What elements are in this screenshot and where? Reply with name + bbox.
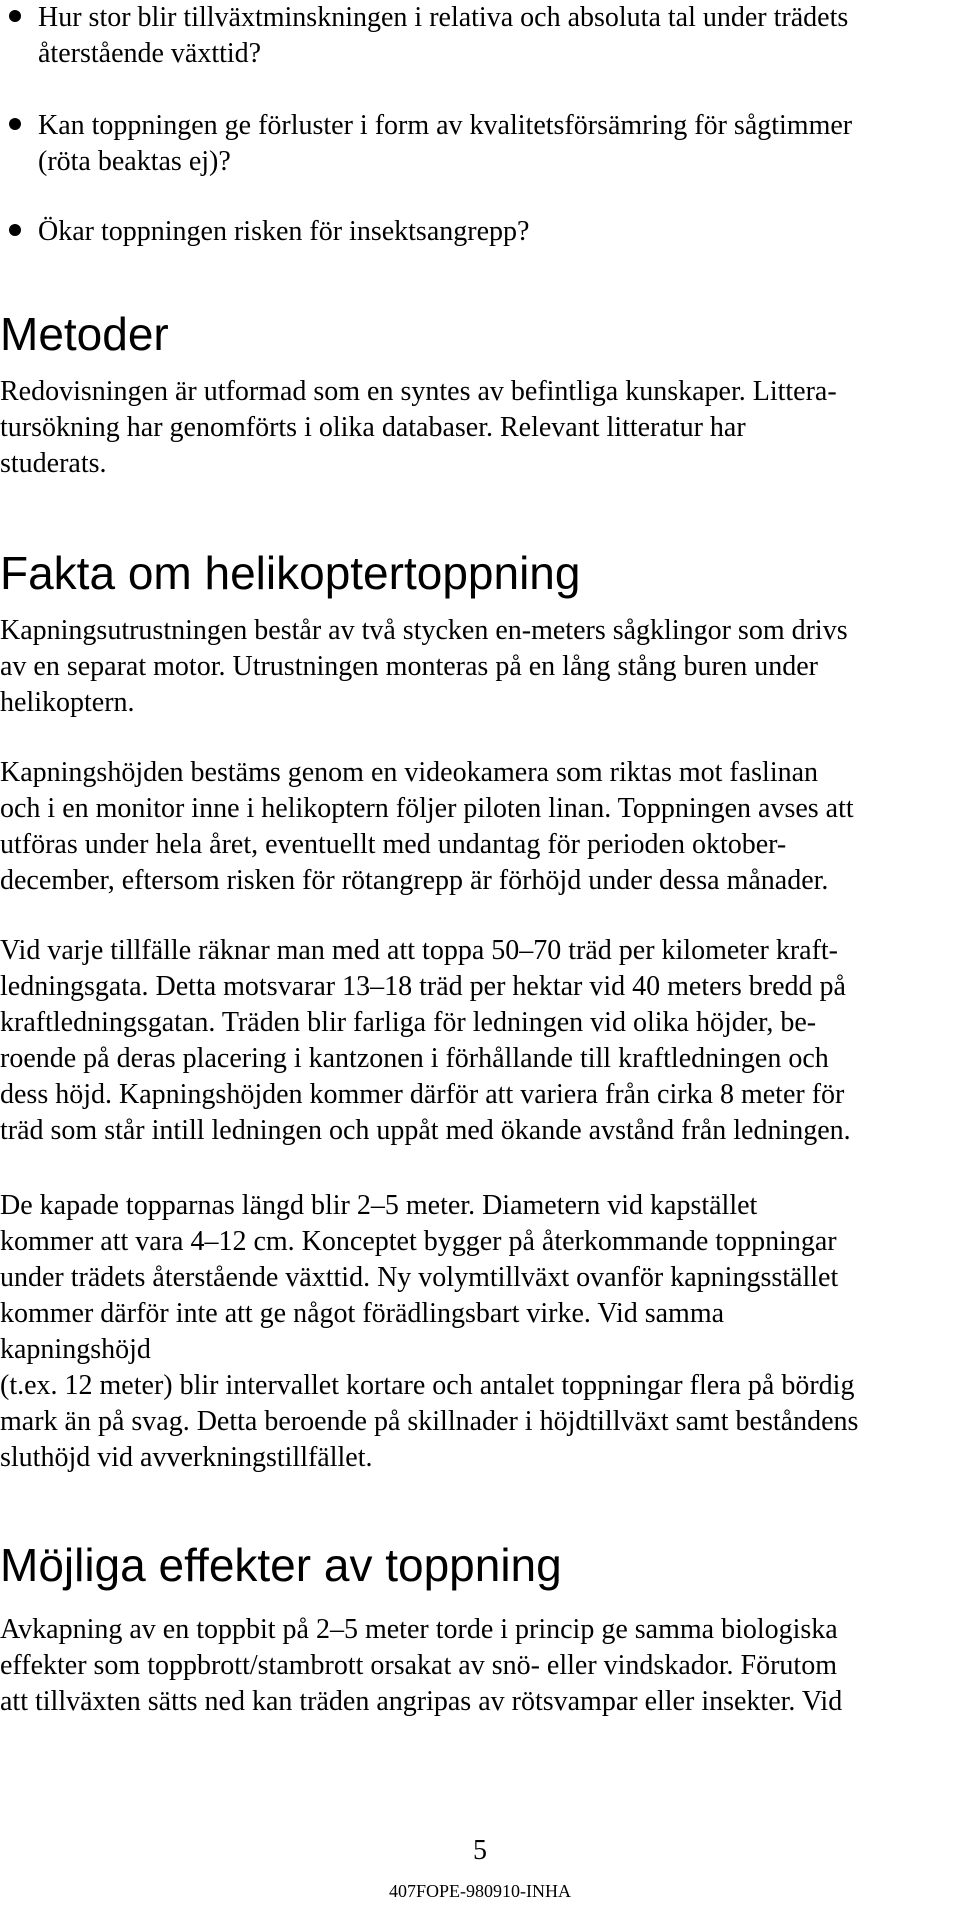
section-heading-mojliga: Möjliga effekter av toppning xyxy=(0,1539,562,1591)
text-line: studerats. xyxy=(0,448,107,479)
paragraph xyxy=(0,755,950,899)
text-line: Kan toppningen ge förluster i form av kvalitetsförsämring för sågtimmer xyxy=(38,110,853,141)
bullet-icon xyxy=(9,224,21,236)
text-line: utföras under hela året, eventuellt med undantag för perioden oktober- xyxy=(0,829,787,860)
text-line: kommer därför inte att ge något förädlingsbart virke. Vid samma xyxy=(0,1298,725,1329)
bullet-icon xyxy=(9,10,21,22)
text-line: kapningshöjd xyxy=(0,1334,151,1365)
text-line: (t.ex. 12 meter) blir intervallet kortare och antalet toppningar flera på bördig xyxy=(0,1370,855,1401)
paragraph xyxy=(0,933,950,1149)
text-line: att tillväxten sätts ned kan träden angripas av rötsvampar eller insekter. Vid xyxy=(0,1686,843,1717)
text-line: av en separat motor. Utrustningen monteras på en lång stång buren under xyxy=(0,651,818,682)
paragraph xyxy=(0,1612,950,1720)
paragraph xyxy=(0,374,950,482)
text-line: och i en monitor inne i helikoptern följer piloten linan. Toppningen avses att xyxy=(0,793,854,824)
document-code: 407FOPE-980910-INHA xyxy=(389,1881,571,1901)
text-line: Vid varje tillfälle räknar man med att toppa 50–70 träd per kilometer kraft- xyxy=(0,935,839,966)
text-line: Kapningshöjden bestäms genom en videokamera som riktas mot faslinan xyxy=(0,757,819,788)
text-line: dess höjd. Kapningshöjden kommer därför att variera från cirka 8 meter för xyxy=(0,1079,845,1110)
section-heading-metoder: Metoder xyxy=(0,308,169,360)
text-line: Kapningsutrustningen består av två stycken en-meters sågklingor som drivs xyxy=(0,615,848,646)
text-line: roende på deras placering i kantzonen i förhållande till kraftledningen och xyxy=(0,1043,829,1074)
list-item-text xyxy=(38,108,958,180)
paragraph xyxy=(0,1188,950,1476)
text-line: (röta beaktas ej)? xyxy=(38,146,231,177)
paragraph xyxy=(0,613,950,721)
text-line: helikoptern. xyxy=(0,687,135,718)
text-line: Avkapning av en toppbit på 2–5 meter torde i princip ge samma biologiska xyxy=(0,1614,838,1645)
text-line: träd som står intill ledningen och uppåt med ökande avstånd från ledningen. xyxy=(0,1115,851,1146)
text-line: Hur stor blir tillväxtminskningen i relativa och absoluta tal under trädets xyxy=(38,2,849,33)
text-line: Ökar toppningen risken för insektsangrepp? xyxy=(38,216,530,247)
text-line: mark än på svag. Detta beroende på skillnader i höjdtillväxt samt beståndens xyxy=(0,1406,859,1437)
list-item-text xyxy=(38,214,958,250)
text-line: ledningsgata. Detta motsvarar 13–18 träd per hektar vid 40 meters bredd på xyxy=(0,971,846,1002)
text-line: sluthöjd vid avverkningstillfället. xyxy=(0,1442,373,1473)
bullet-icon xyxy=(9,118,21,130)
list-item-text xyxy=(38,0,958,72)
section-heading-fakta: Fakta om helikoptertoppning xyxy=(0,547,581,599)
text-line: Redovisningen är utformad som en syntes av befintliga kunskaper. Littera- xyxy=(0,376,837,407)
text-line: kommer att vara 4–12 cm. Konceptet bygger på återkommande toppningar xyxy=(0,1226,837,1257)
text-line: tursökning har genomförts i olika databaser. Relevant litteratur har xyxy=(0,412,746,443)
text-line: kraftledningsgatan. Träden blir farliga för ledningen vid olika höjder, be- xyxy=(0,1007,817,1038)
text-line: december, eftersom risken för rötangrepp är förhöjd under dessa månader. xyxy=(0,865,829,896)
text-line: effekter som toppbrott/stambrott orsakat av snö- eller vindskador. Förutom xyxy=(0,1650,837,1681)
text-line: återstående växttid? xyxy=(38,38,262,69)
page-number: 5 xyxy=(473,1835,487,1866)
text-line: De kapade topparnas längd blir 2–5 meter. Diametern vid kapstället xyxy=(0,1190,758,1221)
text-line: under trädets återstående växttid. Ny volymtillväxt ovanför kapningsstället xyxy=(0,1262,839,1293)
